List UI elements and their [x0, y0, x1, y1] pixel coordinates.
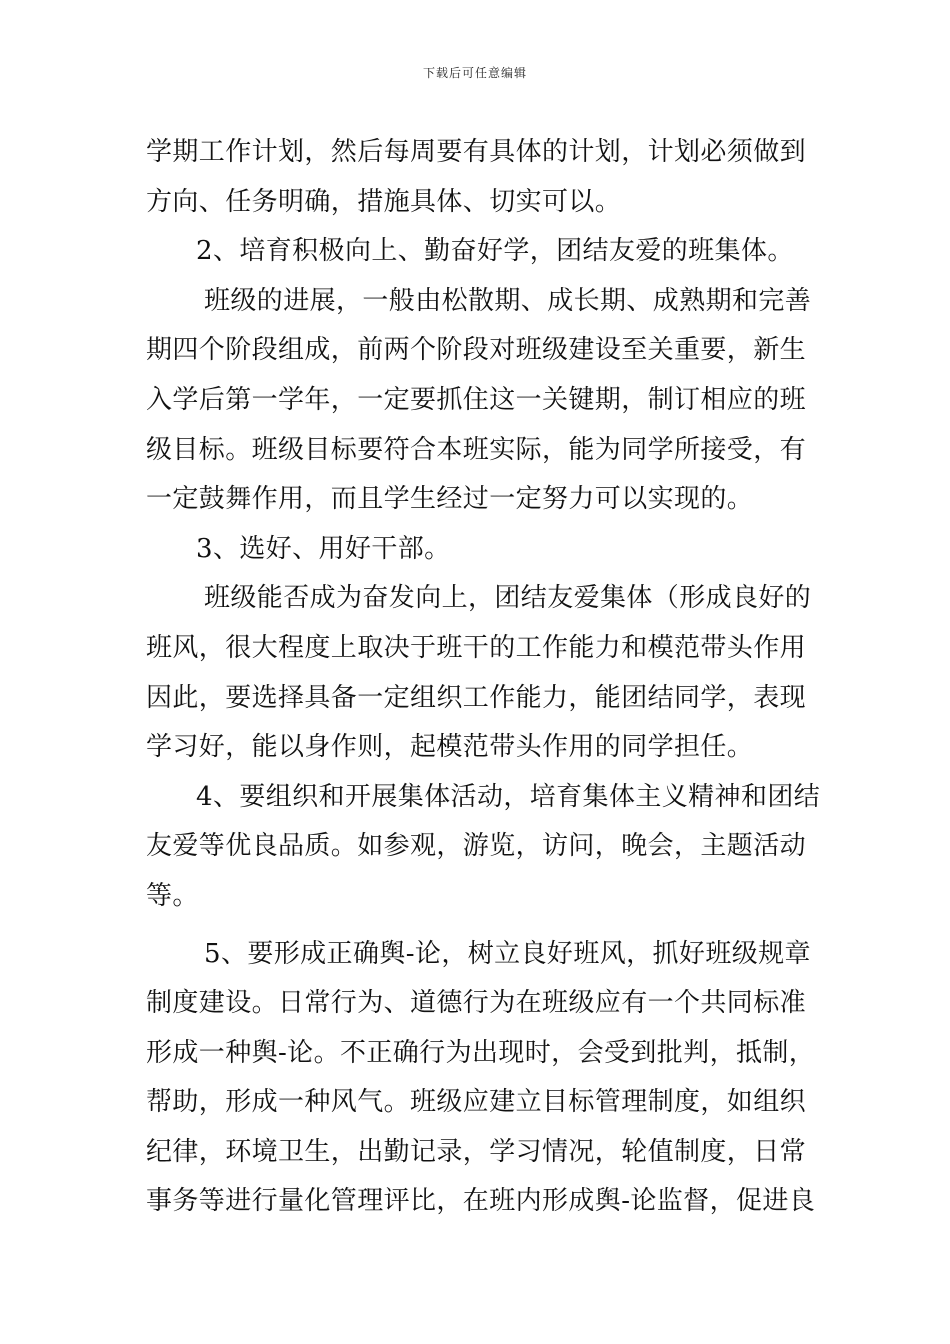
text-line: 帮助，形成一种风气。班级应建立目标管理制度，如组织: [146, 1087, 807, 1118]
text-line: 制度建设。日常行为、道德行为在班级应有一个共同标准: [146, 988, 807, 1019]
item-heading-4: 4、要组织和开展集体活动，培育集体主义精神和团结: [196, 781, 821, 812]
text-line: 学期工作计划，然后每周要有具体的计划，计划必须做到: [146, 137, 807, 167]
text-line: 班风，很大程度上取决于班干的工作能力和模范带头作用: [146, 632, 807, 663]
text-line: 一定鼓舞作用，而且学生经过一定努力可以实现的。: [146, 484, 754, 515]
text-line: 事务等进行量化管理评比，在班内形成舆-论监督，促进良: [146, 1186, 816, 1217]
item-heading-5: 5、要形成正确舆-论，树立良好班风，抓好班级规章: [204, 938, 811, 969]
text-line: 方向、任务明确，措施具体、切实可以。: [146, 186, 622, 217]
document-body: [146, 128, 821, 1227]
text-line: 级目标。班级目标要符合本班实际，能为同学所接受，有: [146, 434, 807, 465]
text-line: 期四个阶段组成，前两个阶段对班级建设至关重要，新生: [146, 335, 807, 366]
text-line: 因此，要选择具备一定组织工作能力，能团结同学，表现: [146, 682, 807, 713]
paragraph-start: 班级的进展，一般由松散期、成长期、成熟期和完善: [204, 285, 812, 316]
item-heading-3: 3、选好、用好干部。: [196, 533, 451, 564]
text-line: 学习好，能以身作则，起模范带头作用的同学担任。: [146, 732, 754, 763]
text-line: 入学后第一学年，一定要抓住这一关键期，制订相应的班: [146, 384, 807, 415]
item-heading-2: 2、培育积极向上、勤奋好学，团结友爱的班集体。: [196, 236, 794, 267]
text-line: 友爱等优良品质。如参观，游览，访问，晚会，主题活动: [146, 831, 807, 862]
text-line: 纪律，环境卫生，出勤记录，学习情况，轮值制度，日常: [146, 1136, 807, 1167]
text-line: 形成一种舆-论。不正确行为出现时，会受到批判，抵制，: [146, 1037, 816, 1068]
paragraph-start: 班级能否成为奋发向上，团结友爱集体（形成良好的: [204, 583, 812, 614]
text-line: 等。: [146, 880, 199, 911]
header-note: 下载后可任意编辑: [422, 66, 527, 80]
